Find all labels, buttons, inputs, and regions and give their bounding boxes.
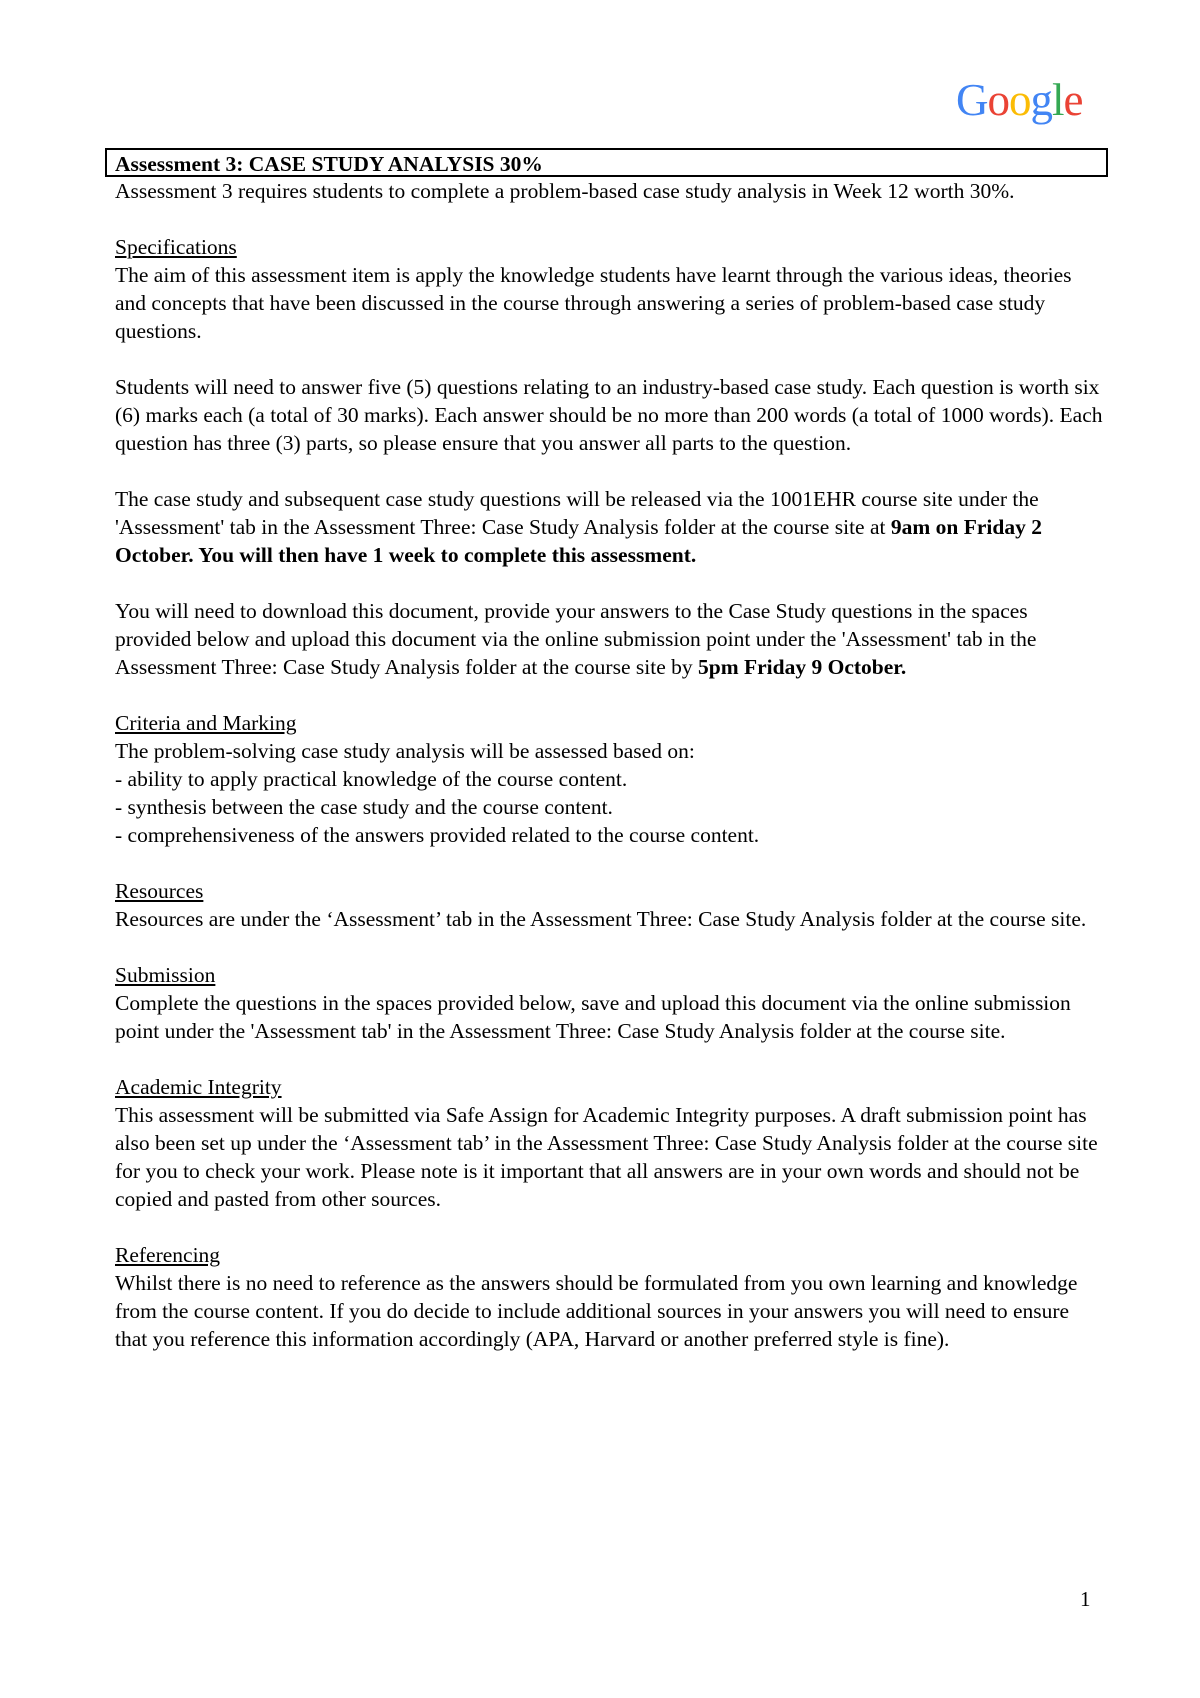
google-logo — [956, 75, 1083, 125]
logo-letter: g — [1030, 75, 1052, 125]
resources-heading: Resources — [115, 879, 204, 903]
questions-paragraph: Students will need to answer five (5) questions relating to an industry-based case study. Each question is worth six (6) marks each (a total of 30 marks). Each answer should be no more than 200 words (a total of 1000 words). Each question has three (3) parts, so please ensure that you answer all parts to the question. — [115, 375, 1103, 455]
logo-letter: l — [1052, 75, 1064, 125]
release-text: The case study and subsequent case study questions will be released via the 1001EHR course site under the 'Assessment' tab in the Assessment Three: Case Study Analysis folder at the course site at — [115, 487, 1039, 539]
submission-heading: Submission — [115, 963, 216, 987]
document-title: Assessment 3: CASE STUDY ANALYSIS 30% — [105, 148, 1108, 177]
logo-letter: o — [1009, 75, 1031, 125]
release-paragraph — [115, 485, 1105, 569]
document-body — [115, 148, 1105, 1353]
logo-letter: e — [1063, 75, 1083, 125]
upload-paragraph — [115, 597, 1105, 681]
referencing-heading: Referencing — [115, 1243, 221, 1267]
intro-paragraph: Assessment 3 requires students to complete a problem-based case study analysis in Week 12 worth 30%. — [115, 179, 1015, 203]
integrity-heading: Academic Integrity — [115, 1075, 282, 1099]
criteria-item: - synthesis between the case study and the course content. — [115, 795, 613, 819]
logo-letter: o — [987, 75, 1009, 125]
criteria-heading: Criteria and Marking — [115, 711, 297, 735]
logo-letter: G — [956, 75, 988, 125]
page-number: 1 — [1080, 1587, 1091, 1611]
criteria-item: - ability to apply practical knowledge of the course content. — [115, 767, 628, 791]
referencing-paragraph: Whilst there is no need to reference as the answers should be formulated from you own learning and knowledge from the course content. If you do decide to include additional sources in your answers you will need to ensure that you reference this information accordingly (APA, Harvard or another preferred style is fine). — [115, 1271, 1078, 1351]
specifications-paragraph: The aim of this assessment item is apply the knowledge students have learnt through the various ideas, theories and concepts that have been discussed in the course through answering a series of problem-based case study questions. — [115, 263, 1072, 343]
submission-paragraph: Complete the questions in the spaces provided below, save and upload this document via the online submission point under the 'Assessment tab' in the Assessment Three: Case Study Analysis folder at the course site. — [115, 991, 1071, 1043]
upload-text: You will need to download this document, provide your answers to the Case Study questions in the spaces provided below and upload this document via the online submission point under the 'Assessment' tab in the Assessment Three: Case Study Analysis folder at the course site by — [115, 599, 1037, 679]
resources-paragraph: Resources are under the ‘Assessment’ tab in the Assessment Three: Case Study Analysis folder at the course site. — [115, 907, 1087, 931]
due-date: 5pm Friday 9 October. — [698, 655, 907, 679]
release-date: 9am on Friday 2 October. You will then have 1 week to complete this assessment. — [115, 515, 1042, 567]
criteria-lead: The problem-solving case study analysis will be assessed based on: — [115, 739, 695, 763]
integrity-paragraph: This assessment will be submitted via Safe Assign for Academic Integrity purposes. A draft submission point has also been set up under the ‘Assessment tab’ in the Assessment Three: Case Study Analysis folder at the course site for you to check your work. Please note is it important that all answers are in your own words and should not be copied and pasted from other sources. — [115, 1103, 1098, 1211]
criteria-item: - comprehensiveness of the answers provided related to the course content. — [115, 823, 760, 847]
specifications-heading: Specifications — [115, 235, 237, 259]
